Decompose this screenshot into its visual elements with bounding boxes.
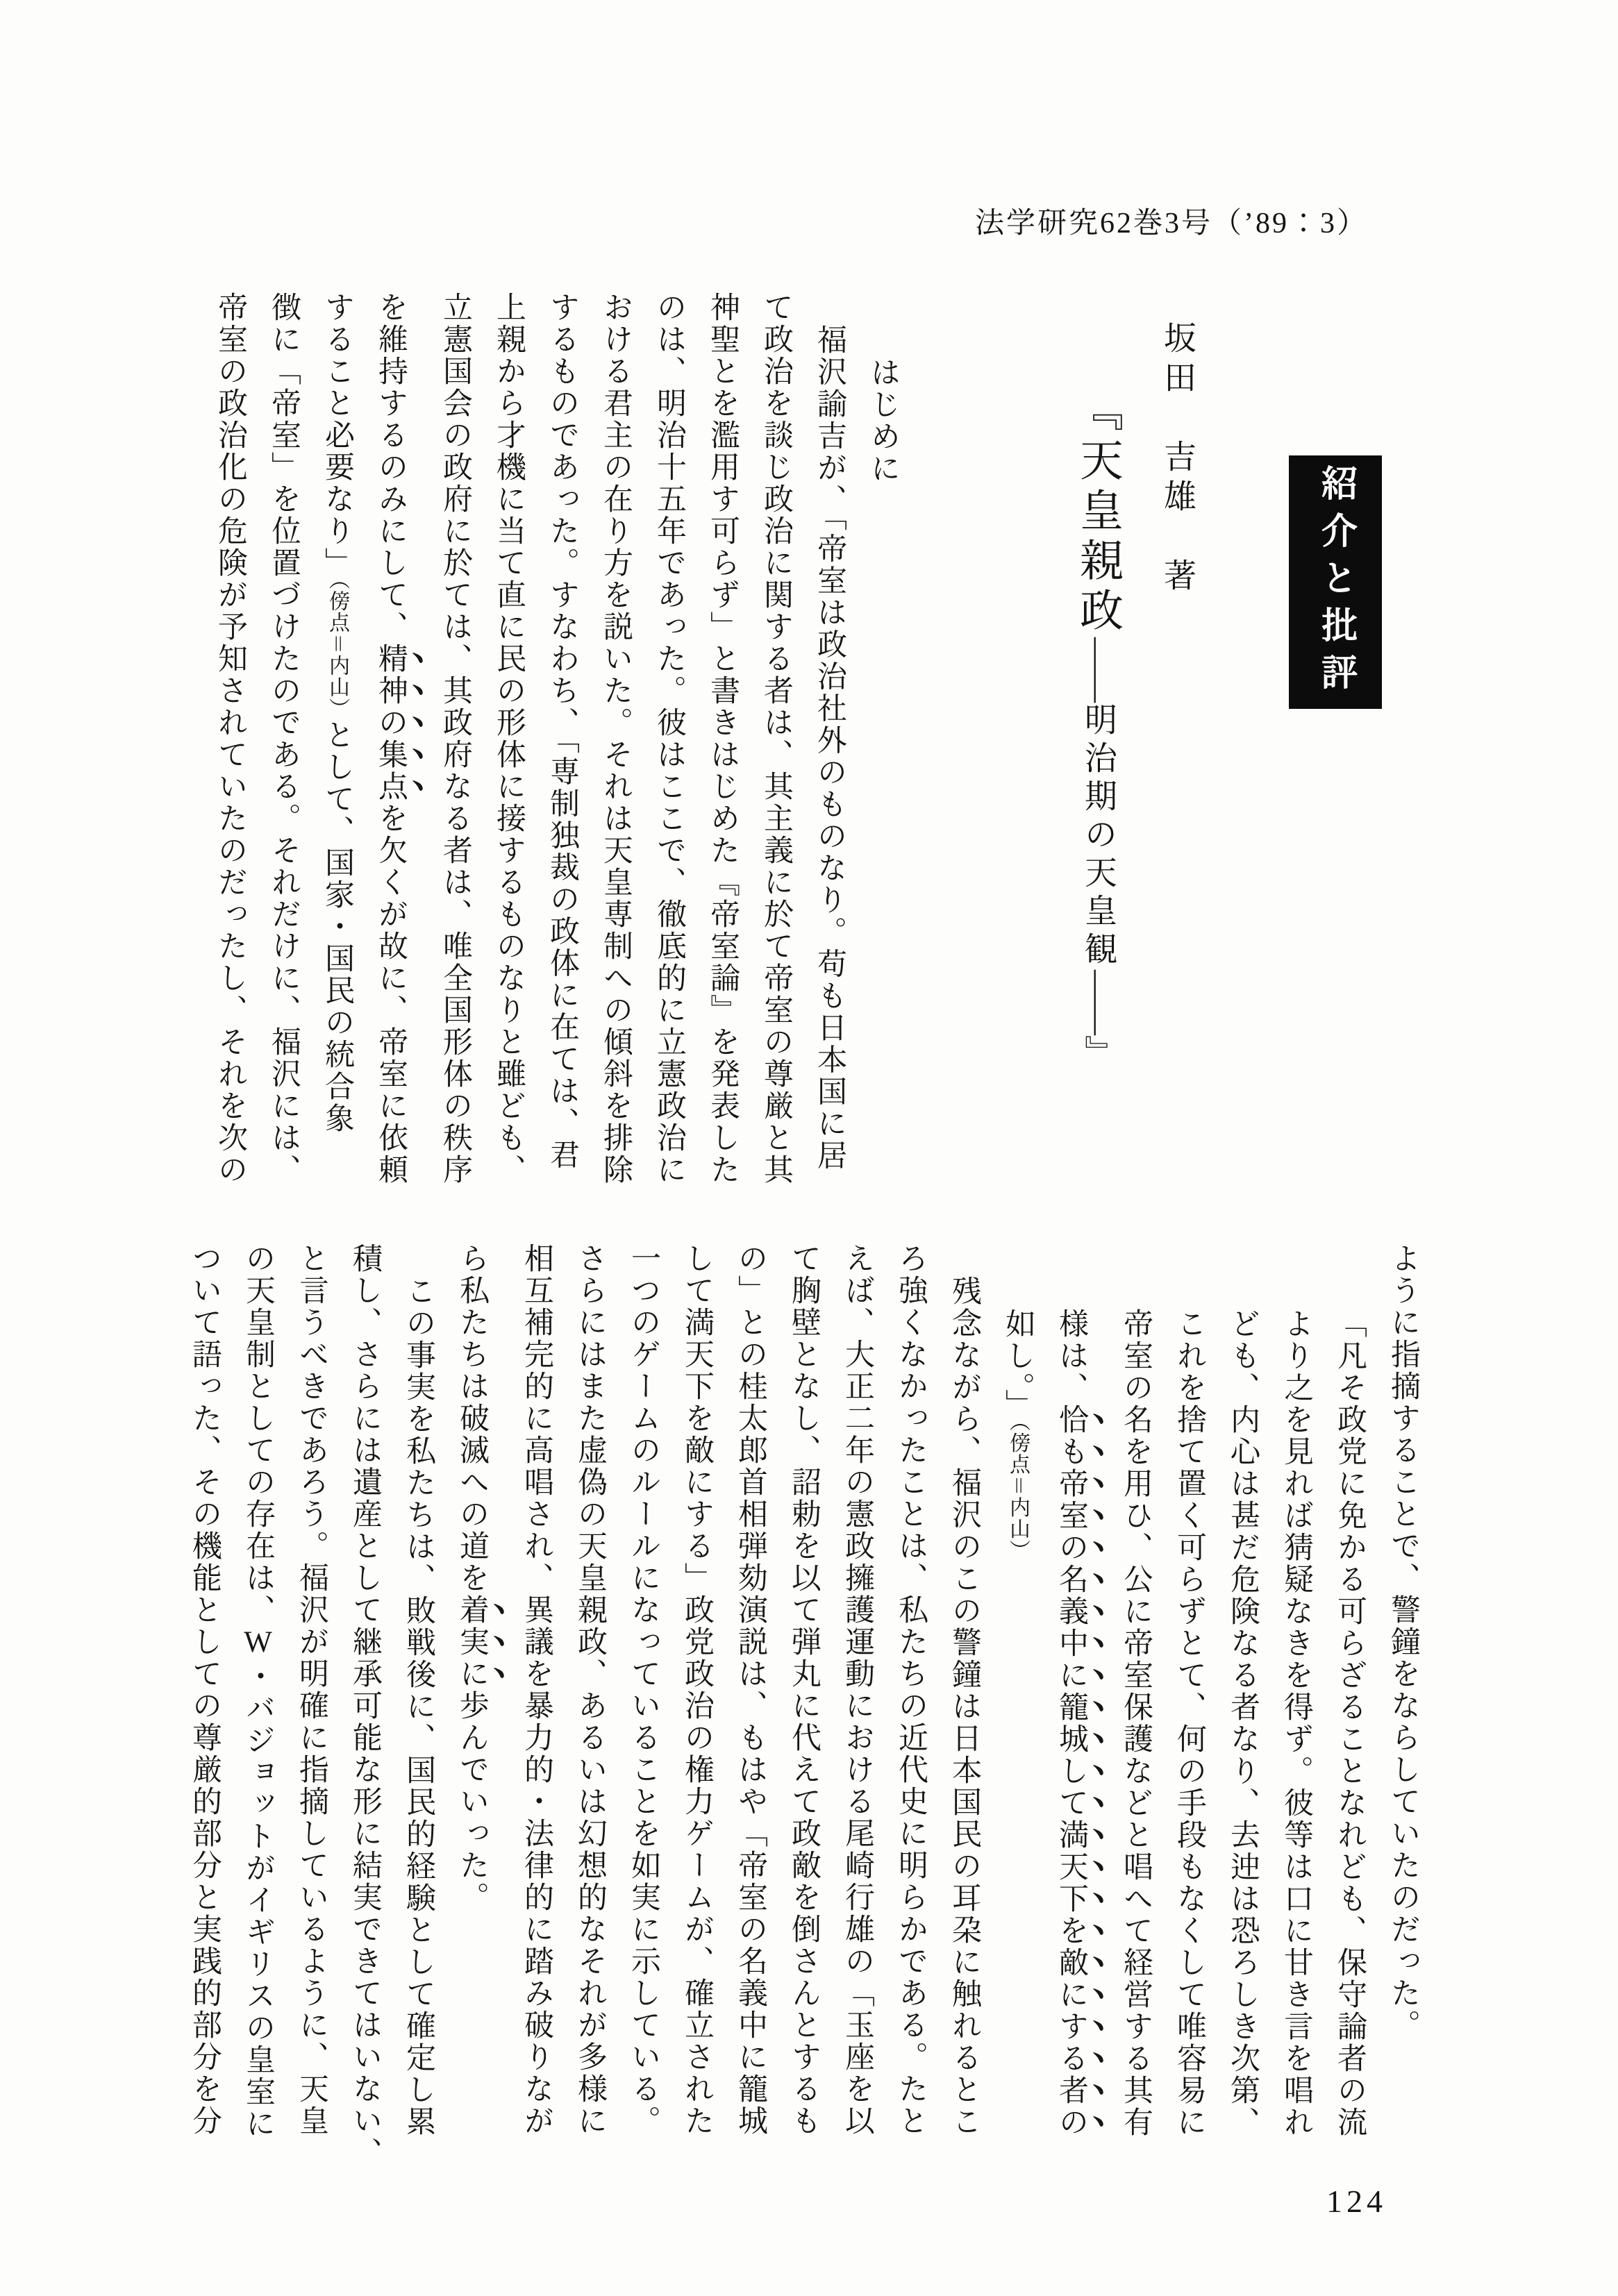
text-column xyxy=(1323,1243,1376,2177)
text-column xyxy=(1269,1243,1323,2177)
text-run: を維持するのみにして、 xyxy=(374,292,407,643)
text-run: 一つのゲームのルールになっていることを如実に示している。 xyxy=(627,1243,660,2137)
text-run: すること必要なり」 xyxy=(321,292,353,579)
text-column xyxy=(1216,1243,1269,2177)
text-run: 上親から才機に当て直に民の形体に接するものなりと雖ども、 xyxy=(492,292,525,1186)
text-run: ・バジョットがイギリスの皇室に xyxy=(242,1661,274,2140)
text-column xyxy=(231,1243,285,2177)
emphasized-text: 精神の集点 xyxy=(374,643,407,803)
text-column xyxy=(257,292,310,1194)
text-column xyxy=(364,292,428,1194)
text-run: 帝室の名を用ひ、公に帝室保護などと唱へて経営する其有 xyxy=(1119,1308,1152,2138)
top-text-block xyxy=(215,292,910,1194)
text-run: の」との桂太郎首相弾劾演説は、もはや「帝室の名義中に籠城 xyxy=(734,1243,767,2137)
book-title-main: 『天皇親政 xyxy=(1074,387,1122,637)
text-run: ども、内心は甚だ危険なる者なり、去迚は恐ろしき次第、 xyxy=(1226,1308,1259,2138)
text-run: 如し。」 xyxy=(1001,1308,1034,1421)
text-run: この事実を私たちは、敗戦後に、国民的経験として確定し累 xyxy=(402,1275,435,2138)
inline-note: （傍点＝内山） xyxy=(1006,1421,1029,1561)
inline-note: （傍点＝内山） xyxy=(326,579,349,719)
text-column xyxy=(937,1243,991,2177)
book-title-dash-leading: ―― xyxy=(1080,637,1116,703)
text-run: 立憲国会の政府に於ては、其政府なる者は、唯全国形体の秩序 xyxy=(439,292,472,1186)
text-column xyxy=(617,1243,670,2177)
text-column xyxy=(178,1243,231,2177)
text-run: ように指摘することで、警鐘をならしていたのだった。 xyxy=(1387,1243,1419,2041)
journal-issue-header: 法学研究62巻3号（’89：3） xyxy=(975,208,1368,240)
text-run: として、国家・国民の統合象 xyxy=(321,719,353,1134)
text-run: 徴に「帝室」を位置づけたのである。それだけに、福沢には、 xyxy=(267,292,300,1186)
text-column xyxy=(445,1243,510,2177)
emphasized-text: 恰も帝室の名義中に籠城して満天下を敵にする者の xyxy=(1055,1404,1087,2138)
category-badge xyxy=(1289,455,1382,709)
text-run: ついて語った、その機能としての尊厳的部分と実践的部分を分 xyxy=(188,1243,221,2137)
text-column xyxy=(563,1243,617,2177)
text-run: 積し、さらには遺産として継承可能な形に結実できてはいない、 xyxy=(349,1243,381,2169)
text-column xyxy=(203,292,257,1194)
text-run: 神聖とを濫用す可らず」と書きはじめた『帝室論』を発表した xyxy=(706,292,739,1186)
bottom-text-block xyxy=(188,1243,1430,2177)
text-run: するものであった。すなわち、「専制独裁の政体に在ては、君 xyxy=(546,292,578,1171)
emphasized-text: 着実に xyxy=(456,1594,488,1690)
text-column xyxy=(589,292,642,1194)
author-byline: 坂田 吉雄 著 xyxy=(1159,321,1195,598)
text-run: を欠くが故に、帝室に依頼 xyxy=(374,803,407,1186)
text-column xyxy=(831,1243,884,2177)
text-run: して満天下を敵にする」政党政治の権力ゲームが、確立された xyxy=(681,1243,713,2137)
text-run: 帝室の政治化の危険が予知されていたのだったし、それを次の xyxy=(214,292,247,1186)
section-heading xyxy=(856,292,910,1194)
text-column xyxy=(1044,1243,1109,2177)
text-column xyxy=(803,292,856,1194)
text-column xyxy=(510,1243,563,2177)
text-column xyxy=(884,1243,937,2177)
text-run: と言うべきであろう。福沢が明確に指摘しているように、天皇 xyxy=(295,1243,328,2137)
text-column xyxy=(724,1243,777,2177)
text-run: 様は、 xyxy=(1055,1308,1087,1404)
text-column xyxy=(670,1243,724,2177)
text-column xyxy=(428,292,482,1194)
text-run: 残念ながら、福沢のこの警鐘は日本国民の耳朶に触れるとこ xyxy=(948,1275,981,2138)
text-column xyxy=(777,1243,831,2177)
text-run: 歩んでいった。 xyxy=(456,1690,488,1913)
text-column xyxy=(338,1243,392,2177)
text-column xyxy=(535,292,589,1194)
text-run: て胸壁となし、詔勅を以て弾丸に代えて政敵を倒さんとするも xyxy=(787,1243,820,2137)
text-run: より之を見れば猜疑なきを得ず。彼等は口に甘き言を唱れ xyxy=(1280,1308,1312,2138)
text-run: ら私たちは破滅への道を xyxy=(456,1243,488,1594)
text-column xyxy=(482,292,535,1194)
text-column xyxy=(392,1243,445,2177)
text-run: さらにはまた虚偽の天皇親政、あるいは幻想的なそれが多様に xyxy=(574,1243,606,2137)
page-number: 124 xyxy=(1326,2184,1387,2219)
text-run: 「凡そ政党に免かる可らざることなれども、保守論者の流 xyxy=(1333,1308,1366,2138)
text-run: 相互補完的に高唱され、異議を暴力的・法律的に踏み破りなが xyxy=(520,1243,553,2137)
text-run: えば、大正二年の憲政擁護運動における尾崎行雄の「玉座を以 xyxy=(841,1243,874,2137)
text-run: ろ強くなかったことは、私たちの近代史に明らかである。たと xyxy=(894,1243,927,2137)
text-column xyxy=(1109,1243,1162,2177)
text-run: のは、明治十五年であった。彼はここで、徹底的に立憲政治に xyxy=(653,292,685,1186)
text-column xyxy=(749,292,803,1194)
text-run: 福沢諭吉が、「帝室は政治社外のものなり。苟も日本国に居 xyxy=(813,324,846,1172)
text-run: の天皇制としての存在は、 xyxy=(242,1243,274,1626)
text-run: W xyxy=(242,1626,274,1661)
text-column xyxy=(285,1243,338,2177)
text-column xyxy=(642,292,696,1194)
category-badge-label: 紹介と批評 xyxy=(1315,464,1356,701)
text-column xyxy=(1162,1243,1216,2177)
text-column xyxy=(1376,1243,1430,2177)
text-run: これを捨て置く可らずとて、何の手段もなくして唯容易に xyxy=(1173,1308,1206,2138)
book-title-dash-trailing: ――』 xyxy=(1080,970,1116,1068)
text-run: はじめに xyxy=(867,357,899,485)
text-run: おける君主の在り方を説いた。それは天皇専制への傾斜を排除 xyxy=(599,292,632,1186)
text-column xyxy=(991,1243,1044,2177)
book-title-subtitle: 明治期の天皇観 xyxy=(1080,703,1116,970)
text-column xyxy=(696,292,749,1194)
text-column xyxy=(310,292,364,1194)
text-run: て政治を談じ政治に関する者は、其主義に於て帝室の尊厳と其 xyxy=(760,292,792,1186)
